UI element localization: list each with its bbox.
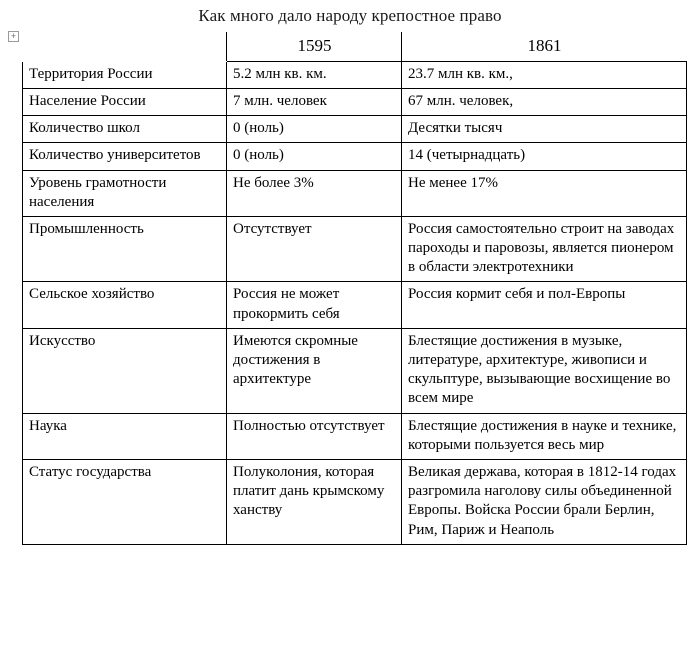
row-label: Искусство (23, 328, 227, 413)
row-value-1861: Блестящие достижения в музыке, литературе, архитектуре, живописи и скульптуре, вызывающие восхищение во всем мире (402, 328, 687, 413)
table-body (23, 61, 687, 544)
row-value-1595: 7 млн. человек (227, 88, 402, 115)
comparison-table-container (0, 32, 700, 545)
row-value-1861: Блестящие достижения в науке и технике, которыми пользуется весь мир (402, 413, 687, 459)
row-label: Население России (23, 88, 227, 115)
row-value-1595: Полуколония, которая платит дань крымскому ханству (227, 459, 402, 544)
row-label: Наука (23, 413, 227, 459)
table-header-cell-1595: 1595 (227, 33, 402, 62)
table-row (23, 170, 687, 216)
row-value-1861: 67 млн. человек, (402, 88, 687, 115)
comparison-table (22, 32, 687, 545)
row-value-1595: 0 (ноль) (227, 116, 402, 143)
row-label: Промышленность (23, 216, 227, 282)
row-value-1861: Десятки тысяч (402, 116, 687, 143)
table-row (23, 328, 687, 413)
table-row (23, 88, 687, 115)
row-value-1595: 5.2 млн кв. км. (227, 61, 402, 88)
table-row (23, 143, 687, 170)
row-value-1595: 0 (ноль) (227, 143, 402, 170)
table-header-cell-1861: 1861 (402, 33, 687, 62)
row-value-1861: 14 (четырнадцать) (402, 143, 687, 170)
row-value-1595: Не более 3% (227, 170, 402, 216)
table-row (23, 61, 687, 88)
row-value-1861: Россия кормит себя и пол-Европы (402, 282, 687, 328)
row-value-1595: Имеются скромные достижения в архитектуре (227, 328, 402, 413)
table-header-row (23, 33, 687, 62)
row-label: Количество университетов (23, 143, 227, 170)
table-header-cell-empty (23, 33, 227, 62)
table-row (23, 116, 687, 143)
row-value-1595: Отсутствует (227, 216, 402, 282)
table-row (23, 282, 687, 328)
row-value-1861: Не менее 17% (402, 170, 687, 216)
row-value-1861: Россия самостоятельно строит на заводах пароходы и паровозы, является пионером в области электротехники (402, 216, 687, 282)
page-title: Как много дало народу крепостное право (198, 6, 502, 25)
row-value-1861: Великая держава, которая в 1812-14 годах разгромила наголову силы объединенной Европы. Войска России брали Берлин, Рим, Париж и Неаполь (402, 459, 687, 544)
table-row (23, 216, 687, 282)
row-value-1861: 23.7 млн кв. км., (402, 61, 687, 88)
table-corner-handle[interactable]: + (8, 31, 19, 42)
table-row (23, 459, 687, 544)
row-label: Территория России (23, 61, 227, 88)
row-value-1595: Полностью отсутствует (227, 413, 402, 459)
table-row (23, 413, 687, 459)
row-label: Количество школ (23, 116, 227, 143)
table-header (23, 33, 687, 62)
row-label: Статус государства (23, 459, 227, 544)
row-value-1595: Россия не может прокормить себя (227, 282, 402, 328)
row-label: Уровень грамотности населения (23, 170, 227, 216)
row-label: Сельское хозяйство (23, 282, 227, 328)
